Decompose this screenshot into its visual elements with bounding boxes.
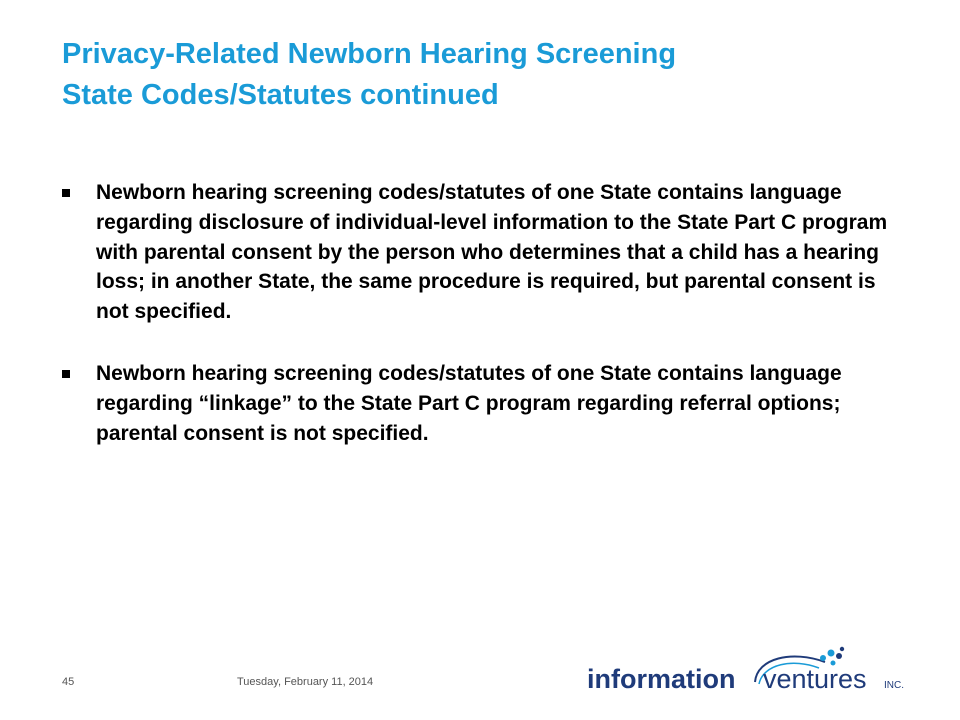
slide-title [62,34,922,115]
logo-word-information: information [587,664,736,694]
logo-word-ventures: ventures [763,664,867,694]
bullet-list [62,178,902,481]
square-bullet-icon [62,189,70,197]
bullet-text: Newborn hearing screening codes/statutes of one State contains language regarding “linkage” to the State Part C program regarding referral options; parental consent is not specified. [96,362,842,445]
information-ventures-logo [587,644,927,694]
footer-date: Tuesday, February 11, 2014 [237,676,374,688]
slide-title-line-1: Privacy-Related Newborn Hearing Screening [62,38,677,70]
square-bullet-icon [62,370,70,378]
slide-title-line-2: State Codes/Statutes continued [62,78,499,111]
bullet-item [62,359,902,448]
bullet-item [62,178,902,327]
logo-suffix: INC. [884,680,904,691]
bullet-text: Newborn hearing screening codes/statutes of one State contains language regarding disclosure of individual-level information to the State Part C program with parental consent by the person who determines that a child has a hearing loss; in another State, the same procedure is required, but parental consent is not specified. [96,181,888,324]
logo-graphic [587,644,927,694]
page-number: 45 [62,676,75,688]
